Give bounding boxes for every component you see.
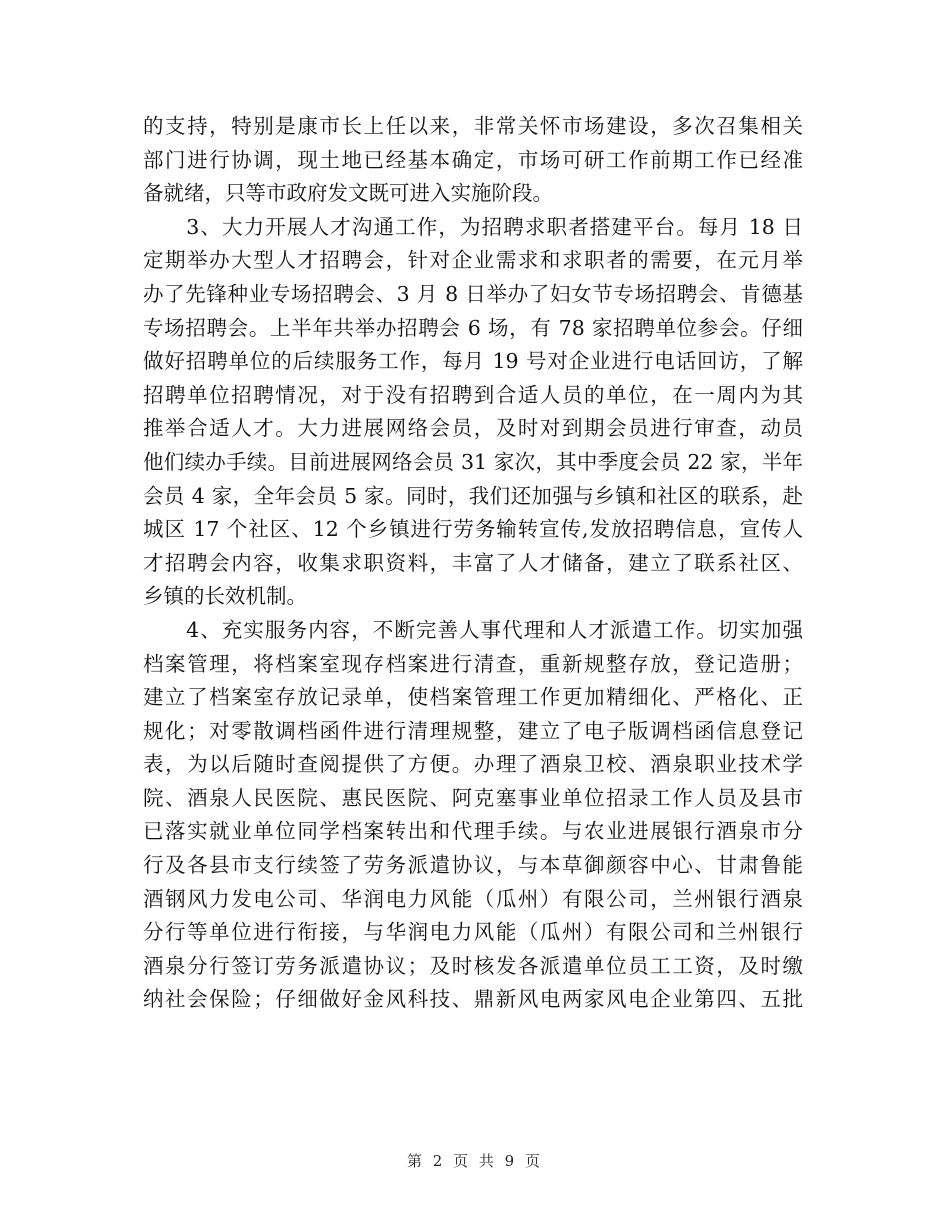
- text-line: 备就绪，只等市政府发文既可进入实施阶段。: [143, 181, 553, 206]
- text-line: 城区 17 个社区、12 个乡镇进行劳务输转宣传,发放招聘信息，宣传人: [143, 517, 803, 542]
- page-number-footer: 第 2 页 共 9 页: [407, 1152, 543, 1170]
- text-line: 4、充实服务内容，不断完善人事代理和人才派遣工作。切实加强: [143, 617, 803, 642]
- text-line: 分行等单位进行衔接，与华润电力风能（瓜州）有限公司和兰州银行: [143, 920, 803, 945]
- text-line: 乡镇的长效机制。: [143, 584, 307, 609]
- text-line: 的支持，特别是康市长上任以来，非常关怀市场建设，多次召集相关: [143, 114, 803, 138]
- text-line: 酒泉分行签订劳务派遣协议；及时核发各派遣单位员工工资，及时缴: [143, 953, 803, 978]
- text-line: 纳社会保险；仔细做好金风科技、鼎新风电两家风电企业第四、五批: [143, 987, 803, 1012]
- text-line: 定期举办大型人才招聘会，针对企业需求和求职者的需要，在元月举: [143, 248, 803, 273]
- text-line: 专场招聘会。上半年共举办招聘会 6 场，有 78 家招聘单位参会。仔细: [143, 315, 803, 340]
- text-line: 档案管理，将档案室现存档案进行清查，重新规整存放，登记造册；: [143, 651, 803, 676]
- body-text: [143, 110, 803, 1017]
- text-line: 已落实就业单位同学档案转出和代理手续。与农业进展银行酒泉市分: [143, 819, 803, 844]
- text-line: 表，为以后随时查阅提供了方便。办理了酒泉卫校、酒泉职业技术学: [143, 752, 803, 777]
- text-line: 推举合适人才。大力进展网络会员，及时对到期会员进行审查，动员: [143, 416, 803, 441]
- text-line: 招聘单位招聘情况，对于没有招聘到合适人员的单位，在一周内为其: [143, 382, 803, 407]
- text-line: 院、酒泉人民医院、惠民医院、阿克塞事业单位招录工作人员及县市: [143, 785, 803, 810]
- text-line: 酒钢风力发电公司、华润电力风能（瓜州）有限公司，兰州银行酒泉: [143, 886, 803, 911]
- text-line: 建立了档案室存放记录单，使档案管理工作更加精细化、严格化、正: [143, 685, 803, 710]
- text-line: 3、大力开展人才沟通工作，为招聘求职者搭建平台。每月 18 日: [143, 214, 803, 239]
- text-line: 才招聘会内容，收集求职资料，丰富了人才储备，建立了联系社区、: [143, 550, 803, 575]
- text-line: 会员 4 家，全年会员 5 家。同时，我们还加强与乡镇和社区的联系，赴: [143, 483, 803, 508]
- text-line: 部门进行协调，现土地已经基本确定，市场可研工作前期工作已经准: [143, 147, 803, 172]
- text-line: 做好招聘单位的后续服务工作，每月 19 号对企业进行电话回访，了解: [143, 349, 803, 374]
- text-line: 行及各县市支行续签了劳务派遣协议，与本草御颜容中心、甘肃鲁能: [143, 853, 803, 878]
- text-line: 规化；对零散调档函件进行清理规整，建立了电子版调档函信息登记: [143, 718, 803, 743]
- text-line: 办了先锋种业专场招聘会、3 月 8 日举办了妇女节专场招聘会、肯德基: [143, 281, 803, 306]
- text-line: 他们续办手续。目前进展网络会员 31 家次，其中季度会员 22 家，半年: [143, 449, 803, 474]
